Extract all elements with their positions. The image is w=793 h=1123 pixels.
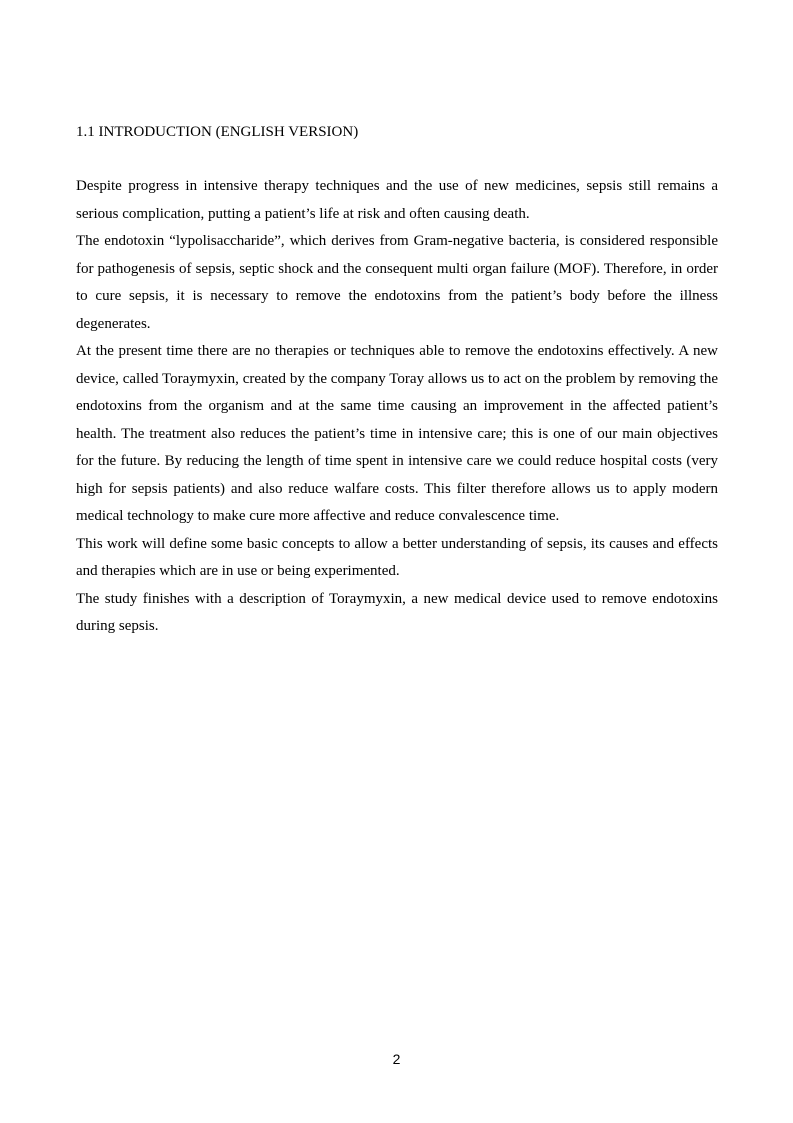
- paragraph: Despite progress in intensive therapy techniques and the use of new medicines, sepsis still remains a serious complication, putting a patient’s life at risk and often causing death.: [76, 178, 718, 222]
- paragraph: The study finishes with a description of Toraymyxin, a new medical device used to remove endotoxins during sepsis.: [76, 590, 718, 634]
- paragraph: This work will define some basic concepts to allow a better understanding of sepsis, its causes and effects and therapies which are in use or being experimented.: [76, 535, 718, 579]
- section-heading: 1.1 INTRODUCTION (ENGLISH VERSION): [76, 124, 359, 140]
- paragraph: The endotoxin “lypolisaccharide”, which derives from Gram-negative bacteria, is considered responsible for pathogenesis of sepsis, septic shock and the consequent multi organ failure (MOF). Therefore, in order to cure sepsis, it is necessary to remove the endotoxins from the patient’s body before the illness degenerates.: [76, 233, 718, 332]
- paragraph: At the present time there are no therapies or techniques able to remove the endotoxins effectively. A new device, called Toraymyxin, created by the company Toray allows us to act on the problem by removing the endotoxins from the organism and at the same time causing an improvement in the affected patient’s health. The treatment also reduces the patient’s time in intensive care; this is one of our main objectives for the future. By reducing the length of time spent in intensive care we could reduce hospital costs (very high for sepsis patients) and also reduce walfare costs. This filter therefore allows us to apply modern medical technology to make cure more affective and reduce convalescence time.: [76, 343, 718, 524]
- page-number: 2: [392, 1051, 401, 1067]
- body-text: [76, 173, 718, 641]
